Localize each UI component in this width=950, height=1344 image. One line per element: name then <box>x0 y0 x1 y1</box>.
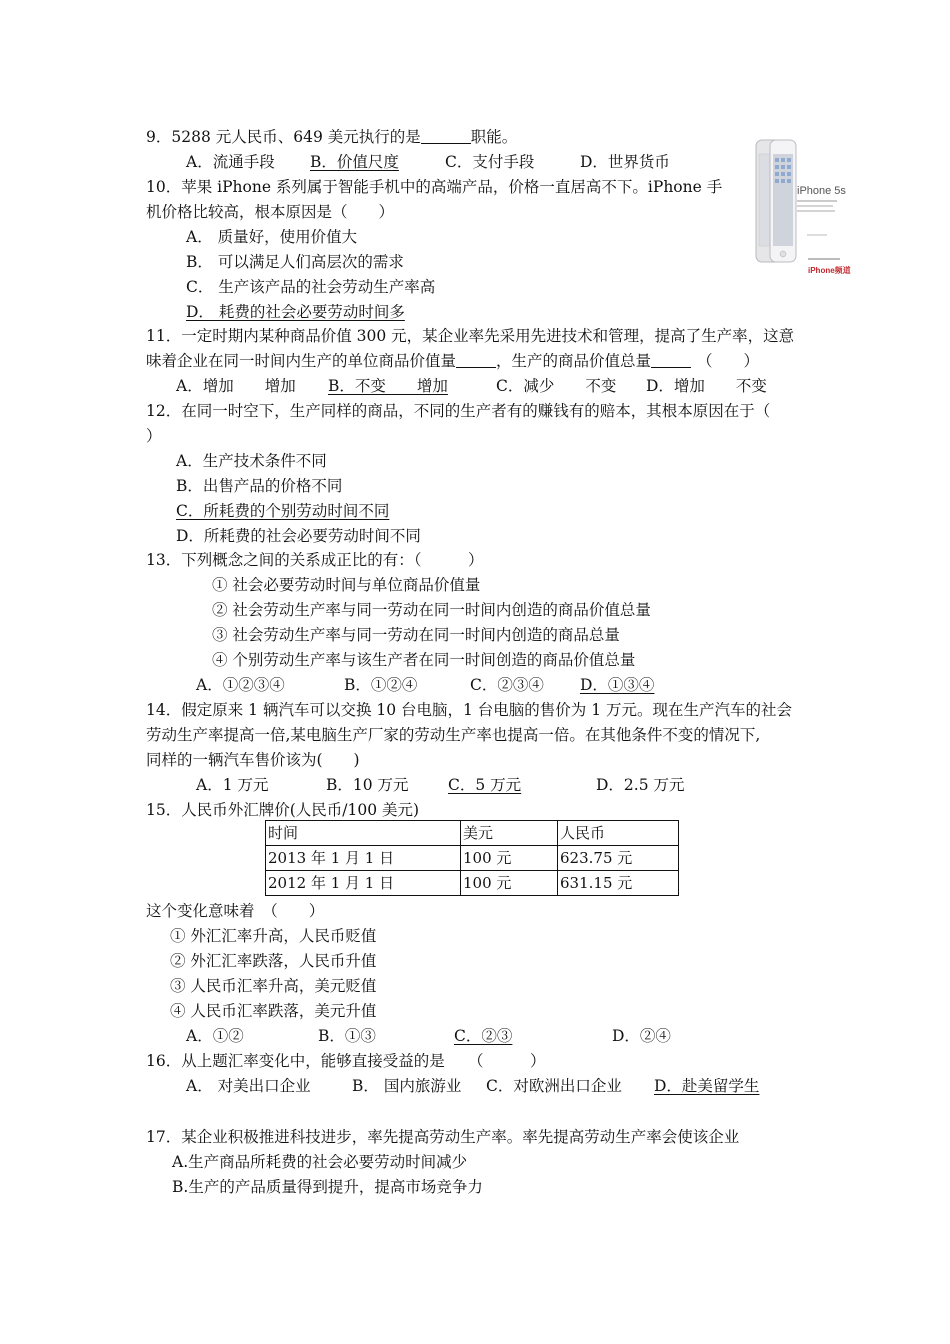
q13-option-d: D．①③④ <box>580 676 655 694</box>
q16-option-a: A． 对美出口企业 <box>186 1077 311 1095</box>
q13-option-a: A．①②③④ <box>196 676 285 694</box>
exchange-rate-table <box>265 820 679 896</box>
q10-stem-line2: 机价格比较高，根本原因是（ ） <box>146 203 395 221</box>
q9-stem-text: 9．5288 元人民币、649 美元执行的是 <box>146 128 421 146</box>
answer-blank <box>651 351 691 368</box>
q14-option-b: B．10 万元 <box>326 776 409 794</box>
table-header-cell: 时间 <box>266 821 461 846</box>
q9-option-c: C．支付手段 <box>445 153 535 171</box>
q17-option-b: B.生产的产品质量得到提升，提高市场竞争力 <box>172 1178 483 1196</box>
q14-stem-line2: 劳动生产率提高一倍,某电脑生产厂家的劳动生产率也提高一倍。在其他条件不变的情况下, <box>146 726 761 744</box>
q13-item-1: ① 社会必要劳动时间与单位商品价值量 <box>212 576 481 594</box>
table-cell: 2013 年 1 月 1 日 <box>266 846 461 871</box>
table-row <box>266 846 679 871</box>
table-cell: 623.75 元 <box>558 846 679 871</box>
q12-stem-line2: ） <box>146 427 162 445</box>
q13-option-b: B．①②④ <box>344 676 418 694</box>
q17-option-a: A.生产商品所耗费的社会必要劳动时间减少 <box>172 1153 468 1171</box>
q13-option-c: C．②③④ <box>470 676 544 694</box>
q15-item-2: ② 外汇汇率跌落，人民币升值 <box>170 952 377 970</box>
q10-option-a: A． 质量好，使用价值大 <box>186 228 358 246</box>
q10-option-d: D． 耗费的社会必要劳动时间多 <box>186 303 405 321</box>
table-header-cell: 美元 <box>461 821 558 846</box>
q10-stem-line1: 10．苹果 iPhone 系列属于智能手机中的高端产品，价格一直居高不下。iPhone 手 <box>146 178 723 196</box>
iphone-brand: iPhone频道 <box>808 266 851 275</box>
q13-item-4: ④ 个别劳动生产率与该生产者在同一时间创造的商品价值总量 <box>212 651 636 669</box>
q14-stem-line1: 14．假定原来 1 辆汽车可以交换 10 台电脑，1 台电脑的售价为 1 万元。现在生产汽车的社会 <box>146 701 793 719</box>
iphone-5s-image <box>752 134 851 280</box>
table-cell: 100 元 <box>461 871 558 896</box>
q11-stem-line2 <box>146 350 759 372</box>
q11-option-b: B．不变 增加 <box>328 377 448 395</box>
q15-stem: 15．人民币外汇牌价(人民币/100 美元) <box>146 801 420 819</box>
q14-option-c: C．5 万元 <box>448 776 522 794</box>
q15-option-a: A．①② <box>186 1027 244 1045</box>
q13-item-3: ③ 社会劳动生产率与同一劳动在同一时间内创造的商品总量 <box>212 626 620 644</box>
q9-option-b: B．价值尺度 <box>310 153 399 171</box>
table-header-cell: 人民币 <box>558 821 679 846</box>
q11-stem-text-b: ，生产的商品价值总量 <box>496 352 652 370</box>
table-cell: 631.15 元 <box>558 871 679 896</box>
q11-option-a: A．增加 增加 <box>176 377 296 395</box>
q13-stem: 13．下列概念之间的关系成正比的有：（ ） <box>146 551 484 569</box>
q10-option-c: C． 生产该产品的社会劳动生产率高 <box>186 278 436 296</box>
q16-option-c: C．对欧洲出口企业 <box>486 1077 622 1095</box>
q12-option-b: B．出售产品的价格不同 <box>176 477 343 495</box>
q10-option-b: B． 可以满足人们高层次的需求 <box>186 253 404 271</box>
q15-item-4: ④ 人民币汇率跌落，美元升值 <box>170 1002 377 1020</box>
q9-stem <box>146 126 517 148</box>
q13-item-2: ② 社会劳动生产率与同一劳动在同一时间内创造的商品价值总量 <box>212 601 651 619</box>
q9-option-a: A．流通手段 <box>186 153 275 171</box>
q11-option-d: D．增加 不变 <box>646 377 767 395</box>
q16-option-d: D．赴美留学生 <box>654 1077 760 1095</box>
answer-blank <box>421 127 471 144</box>
q15-question: 这个变化意味着 （ ） <box>146 902 325 920</box>
table-cell: 100 元 <box>461 846 558 871</box>
q9-stem-end: 职能。 <box>470 128 518 146</box>
q12-stem-line1: 12．在同一时空下，生产同样的商品，不同的生产者有的赚钱有的赔本，其根本原因在于（ <box>146 402 771 420</box>
q11-option-c: C．减少 不变 <box>496 377 617 395</box>
q14-option-a: A．1 万元 <box>196 776 269 794</box>
q12-option-a: A．生产技术条件不同 <box>176 452 327 470</box>
q12-option-c: C．所耗费的个别劳动时间不同 <box>176 502 390 520</box>
q14-option-d: D．2.5 万元 <box>596 776 685 794</box>
q11-stem-line1: 11．一定时期内某种商品价值 300 元，某企业率先采用先进技术和管理，提高了生产率，这意 <box>146 327 795 345</box>
q12-option-d: D．所耗费的社会必要劳动时间不同 <box>176 527 421 545</box>
answer-blank <box>456 351 496 368</box>
q11-stem-text-c: （ ） <box>697 352 760 370</box>
iphone-title: iPhone 5s <box>797 185 846 197</box>
q16-option-b: B． 国内旅游业 <box>352 1077 462 1095</box>
table-row <box>266 871 679 896</box>
table-header-row <box>266 821 679 846</box>
q15-option-c: C．②③ <box>454 1027 513 1045</box>
q11-stem-text-a: 味着企业在同一时间内生产的单位商品价值量 <box>146 352 457 370</box>
q14-stem-line3: 同样的一辆汽车售价该为( ) <box>146 751 360 769</box>
q15-option-d: D．②④ <box>612 1027 671 1045</box>
q16-stem: 16．从上题汇率变化中，能够直接受益的是 （ ） <box>146 1052 546 1070</box>
q9-option-d: D．世界货币 <box>580 153 670 171</box>
q17-stem: 17．某企业积极推进科技进步，率先提高劳动生产率。率先提高劳动生产率会使该企业 <box>146 1128 740 1146</box>
q15-option-b: B．①③ <box>318 1027 376 1045</box>
q15-item-1: ① 外汇汇率升高，人民币贬值 <box>170 927 377 945</box>
table-cell: 2012 年 1 月 1 日 <box>266 871 461 896</box>
q15-item-3: ③ 人民币汇率升高，美元贬值 <box>170 977 377 995</box>
